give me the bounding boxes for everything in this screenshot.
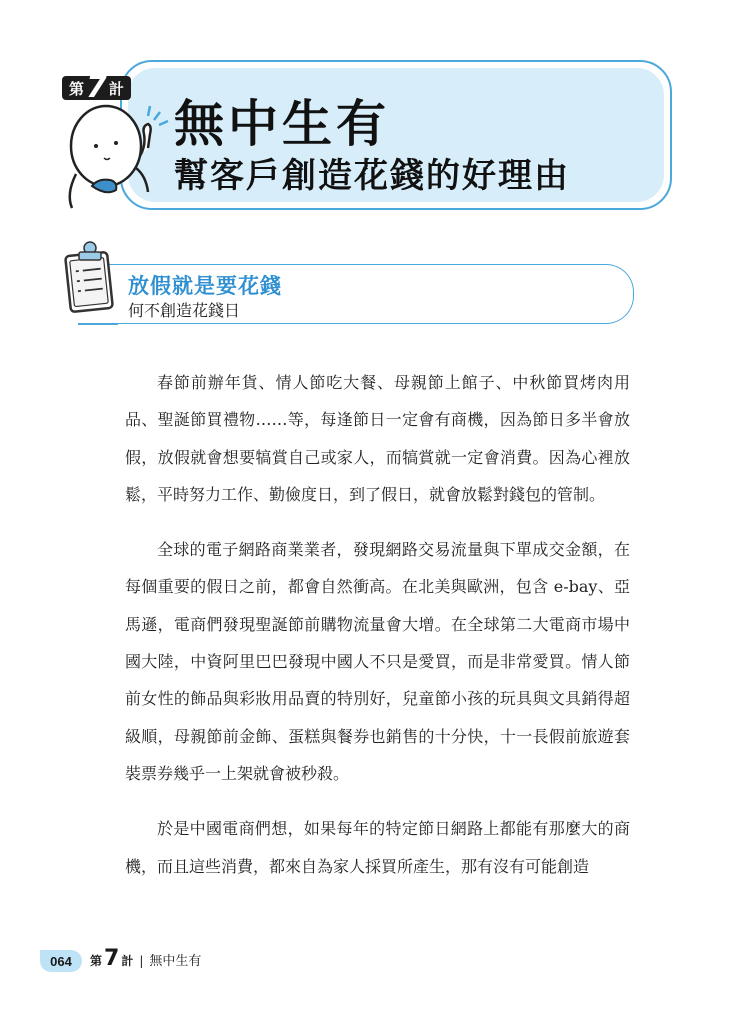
page-number: 064 (40, 950, 82, 972)
footer-chapter (90, 946, 201, 971)
footer-separator: | (139, 954, 144, 968)
footer-chapter-title: 無中生有 (149, 954, 202, 969)
footer-prefix: 第 (90, 954, 103, 968)
paragraph: 春節前辦年貨、情人節吃大餐、母親節上館子、中秋節買烤肉用品、聖誕節買禮物……等，每逢節日一定會有商機，因為節日多半會放假，放假就會想要犒賞自己或家人，而犒賞就一定會消費。因為心裡放鬆，平時努力工作、勤儉度日，到了假日，就會放鬆對錢包的管制。 (125, 373, 630, 504)
clipboard-icon (62, 240, 118, 318)
footer-chapter-number: 7 (104, 946, 120, 971)
footer-suffix: 計 (121, 954, 134, 968)
section-title: 放假就是要花錢 (128, 274, 282, 298)
chapter-title: 無中生有 (174, 95, 390, 153)
body-text (125, 364, 630, 885)
chapter-subtitle: 幫客戶創造花錢的好理由 (174, 156, 570, 196)
mascot-illustration (62, 98, 172, 213)
paragraph: 全球的電子網路商業業者，發現網路交易流量與下單成交金額，在每個重要的假日之前，都會自然衝高。在北美與歐洲，包含 e-bay、亞馬遜，電商們發現聖誕節前購物流量會大增。在全球第二大電商市場中國大陸，中資阿里巴巴發現中國人不只是愛買，而是非常愛買。情人節前女性的飾品與彩妝用品賣的特別好，兒童節小孩的玩具與文具銷得超級順，母親節前金飾、蛋糕與餐券也銷售的十分快，十一長假前旅遊套裝票券幾乎一上架就會被秒殺。 (125, 540, 630, 783)
section-subtitle: 何不創造花錢日 (128, 301, 241, 320)
badge-number: 7 (86, 70, 107, 105)
badge-prefix: 第 (69, 79, 85, 98)
badge-suffix: 計 (108, 79, 124, 98)
paragraph: 於是中國電商們想，如果每年的特定節日網路上都能有那麼大的商機，而且這些消費，都來自為家人採買所產生，那有沒有可能創造 (125, 819, 630, 876)
chapter-badge (62, 70, 131, 105)
